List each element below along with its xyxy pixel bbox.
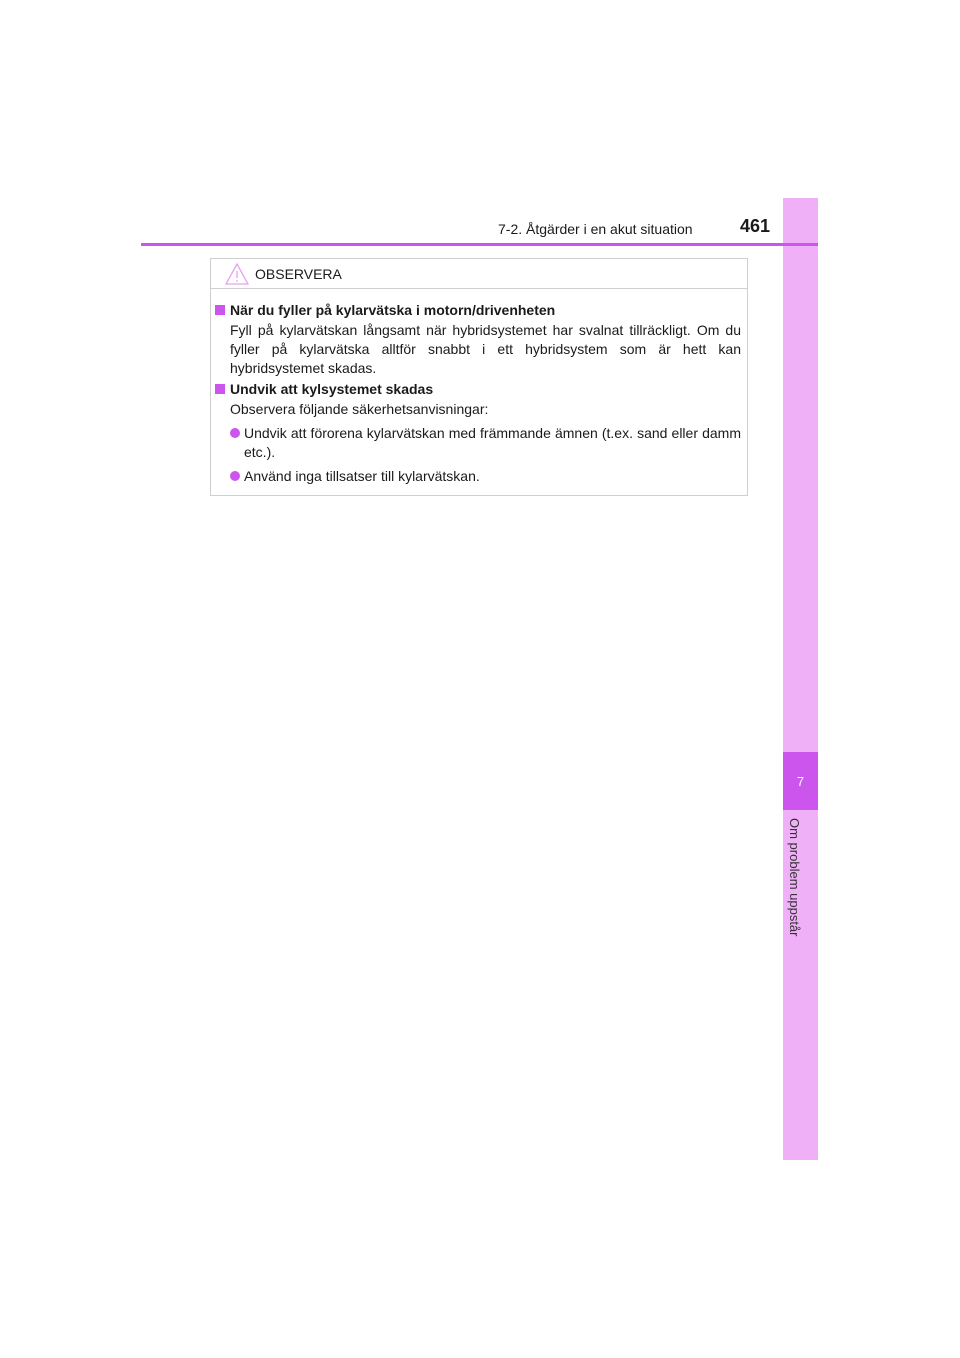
header-rule [141, 243, 818, 246]
chapter-number-tab[interactable] [783, 752, 818, 810]
square-bullet-icon [215, 305, 225, 315]
page-number: 461 [740, 216, 771, 236]
caution-body [211, 289, 747, 486]
caution-box [210, 258, 748, 496]
section-title: 7-2. Åtgärder i en akut situation [498, 221, 693, 237]
caution-heading-text: När du fyller på kylarvätska i motorn/drivenheten [230, 302, 556, 318]
list-item-text: Undvik att förorena kylarvätskan med främmande ämnen (t.ex. sand eller damm etc.). [244, 425, 741, 460]
caution-heading-text: Undvik att kylsystemet skadas [230, 381, 434, 397]
caution-heading-1 [215, 301, 741, 320]
caution-heading-2 [215, 380, 741, 399]
chapter-number: 7 [796, 773, 805, 789]
list-item [215, 467, 741, 486]
circle-bullet-icon [230, 428, 240, 438]
chapter-side-tab [783, 198, 818, 1160]
warning-triangle-icon [225, 263, 249, 285]
chapter-title: Om problem uppstår [787, 818, 802, 937]
square-bullet-icon [215, 384, 225, 394]
list-item [215, 424, 741, 462]
caution-header [211, 259, 747, 289]
caution-paragraph: Fyll på kylarvätskan långsamt när hybridsystemet har svalnat tillräckligt. Om du fyller på kylarvätska alltför snabbt i ett hybridsystem som är hett kan hybridsystemet skadas. [230, 322, 741, 376]
caution-label: OBSERVERA [255, 265, 342, 282]
list-item-text: Använd inga tillsatser till kylarvätskan. [244, 468, 480, 484]
circle-bullet-icon [230, 471, 240, 481]
caution-paragraph: Observera följande säkerhetsanvisningar: [230, 401, 489, 417]
